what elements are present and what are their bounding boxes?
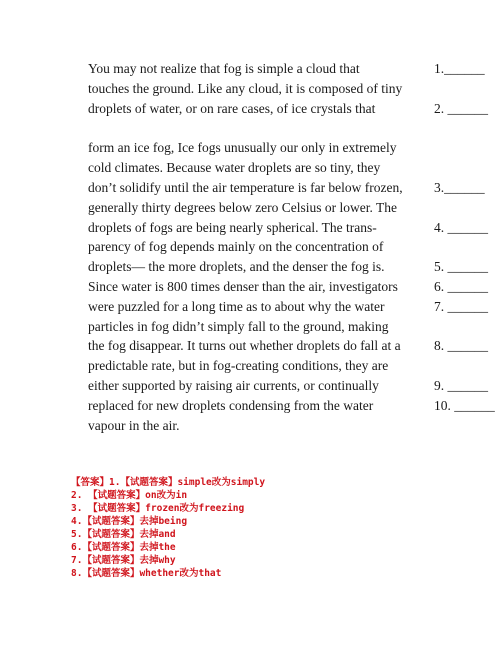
answer-blank: 3.______ — [434, 180, 485, 195]
answer-blank: 1.______ — [434, 61, 485, 76]
answer-item: 7.【试题答案】去掉why — [71, 555, 176, 566]
answer-blank: 8. ______ — [434, 338, 488, 353]
answer-item: 5.【试题答案】去掉and — [71, 529, 176, 540]
passage-line: generally thirty degrees below zero Celsius or lower. The — [88, 200, 398, 215]
answer-item: 2. 【试题答案】on改为in — [71, 490, 188, 501]
answer-blank: 4. ______ — [434, 220, 488, 235]
passage-line: droplets of fogs are being nearly spherical. The trans- — [88, 220, 377, 235]
answer-blank: 7. ______ — [434, 299, 488, 314]
answer-item: 8.【试题答案】whether改为that — [71, 568, 222, 579]
passage-line: form an ice fog, Ice fogs unusually our only in extremely — [88, 140, 397, 155]
passage-line: Since water is 800 times denser than the air, investigators — [88, 279, 398, 294]
passage-line: particles in fog didn’t simply fall to the ground, making — [88, 319, 389, 334]
answer-blank: 2. ______ — [434, 101, 488, 116]
answer-blank: 6. ______ — [434, 279, 488, 294]
passage-line: droplets of water, or on rare cases, of ice crystals that — [88, 101, 376, 116]
passage-line: touches the ground. Like any cloud, it is composed of tiny — [88, 81, 403, 96]
answer-blank: 5. ______ — [434, 259, 488, 274]
passage-line: vapour in the air. — [88, 418, 180, 433]
answer-item: 4.【试题答案】去掉being — [71, 516, 188, 527]
answer-item: 【答案】1.【试题答案】simple改为simply — [71, 477, 266, 488]
passage-line: droplets— the more droplets, and the denser the fog is. — [88, 259, 385, 274]
passage-line: either supported by raising air currents, or continually — [88, 378, 379, 393]
answer-item: 6.【试题答案】去掉the — [71, 542, 176, 553]
answer-item: 3. 【试题答案】frozen改为freezing — [71, 503, 245, 514]
passage-line: cold climates. Because water droplets are so tiny, they — [88, 160, 381, 175]
passage-line: were puzzled for a long time as to about why the water — [88, 299, 385, 314]
passage-line: predictable rate, but in fog-creating conditions, they are — [88, 358, 389, 373]
passage-line: don’t solidify until the air temperature is far below frozen, — [88, 180, 403, 195]
passage-line: the fog disappear. It turns out whether droplets do fall at a — [88, 338, 401, 353]
passage-line: You may not realize that fog is simple a cloud that — [88, 61, 360, 76]
answer-blank: 9. ______ — [434, 378, 488, 393]
answer-blank: 10. ______ — [434, 398, 495, 413]
passage-line: replaced for new droplets condensing from the water — [88, 398, 374, 413]
passage-line: parency of fog depends mainly on the concentration of — [88, 239, 384, 254]
